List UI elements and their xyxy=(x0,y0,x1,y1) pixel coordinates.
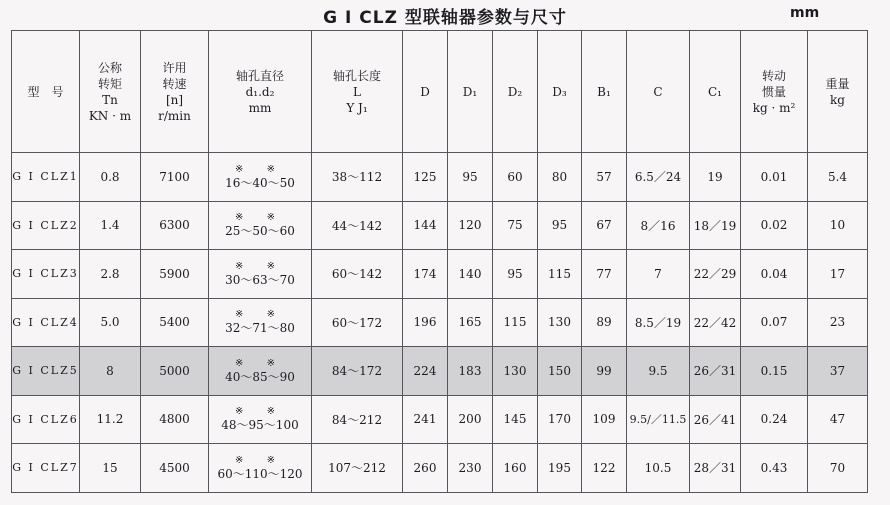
model-cell: G I CLZ5 xyxy=(12,347,80,396)
bore-range: 48～95～100 xyxy=(221,418,299,433)
D3-cell: 150 xyxy=(538,347,582,396)
D-cell: 125 xyxy=(403,153,448,202)
D1-cell: 95 xyxy=(448,153,493,202)
D3-cell: 95 xyxy=(538,201,582,250)
header-torque-line2: 转矩 xyxy=(97,76,122,91)
D3-cell: 80 xyxy=(538,153,582,202)
B1-cell: 77 xyxy=(582,250,627,299)
bore-diameter-cell xyxy=(209,201,312,250)
C1-cell: 19 xyxy=(690,153,741,202)
header-inertia-unit: kg · m² xyxy=(752,100,796,115)
bore-length-cell: 107～212 xyxy=(312,444,403,493)
header-torque-line1: 公称 xyxy=(97,60,122,75)
header-inertia-line1: 转动 xyxy=(761,68,786,83)
D3-cell: 115 xyxy=(538,250,582,299)
table-row xyxy=(12,250,868,299)
header-bore-length-symbol: L xyxy=(353,84,361,99)
header-inertia-line2: 惯量 xyxy=(761,84,786,99)
B1-cell: 109 xyxy=(582,395,627,444)
table-row xyxy=(12,395,868,444)
D1-cell: 230 xyxy=(448,444,493,493)
speed-cell: 4800 xyxy=(141,395,209,444)
torque-cell: 5.0 xyxy=(80,298,141,347)
weight-cell: 37 xyxy=(808,347,868,396)
bore-mark: ※ ※ xyxy=(235,212,285,224)
bore-range: 32～71～80 xyxy=(225,321,295,336)
C-cell: 7 xyxy=(627,250,690,299)
header-D1: D₁ xyxy=(448,31,493,153)
D1-cell: 165 xyxy=(448,298,493,347)
D3-cell: 195 xyxy=(538,444,582,493)
bore-length-cell: 38～112 xyxy=(312,153,403,202)
header-bore-length xyxy=(312,31,403,153)
header-bore-length-types: Y J₁ xyxy=(346,100,368,115)
header-B1: B₁ xyxy=(582,31,627,153)
torque-cell: 1.4 xyxy=(80,201,141,250)
speed-cell: 6300 xyxy=(141,201,209,250)
bore-mark: ※ ※ xyxy=(235,406,285,418)
header-torque-unit: KN · m xyxy=(88,108,132,123)
weight-cell: 70 xyxy=(808,444,868,493)
bore-length-cell: 60～172 xyxy=(312,298,403,347)
D3-cell: 170 xyxy=(538,395,582,444)
header-speed xyxy=(141,31,209,153)
speed-cell: 7100 xyxy=(141,153,209,202)
D3-cell: 130 xyxy=(538,298,582,347)
D-cell: 260 xyxy=(403,444,448,493)
header-speed-line1: 许用 xyxy=(162,60,187,75)
header-weight-label: 重量 xyxy=(825,76,850,91)
inertia-cell: 0.04 xyxy=(741,250,808,299)
header-weight xyxy=(808,31,868,153)
inertia-cell: 0.15 xyxy=(741,347,808,396)
header-model-label: 型 号 xyxy=(27,84,64,99)
inertia-cell: 0.07 xyxy=(741,298,808,347)
table-row xyxy=(12,444,868,493)
B1-cell: 89 xyxy=(582,298,627,347)
B1-cell: 122 xyxy=(582,444,627,493)
bore-range: 40～85～90 xyxy=(225,369,295,384)
header-bore-diameter-symbol: d₁.d₂ xyxy=(245,84,275,99)
D-cell: 224 xyxy=(403,347,448,396)
B1-cell: 57 xyxy=(582,153,627,202)
bore-mark: ※ ※ xyxy=(235,260,285,272)
C1-cell: 26／31 xyxy=(690,347,741,396)
unit-label: mm xyxy=(790,5,820,21)
inertia-cell: 0.01 xyxy=(741,153,808,202)
speed-cell: 5900 xyxy=(141,250,209,299)
header-torque xyxy=(80,31,141,153)
header-D2: D₂ xyxy=(493,31,538,153)
bore-mark: ※ ※ xyxy=(235,357,285,369)
header-bore-length-label: 轴孔长度 xyxy=(332,68,381,83)
weight-cell: 5.4 xyxy=(808,153,868,202)
bore-length-cell: 84～172 xyxy=(312,347,403,396)
C-cell: 6.5／24 xyxy=(627,153,690,202)
D2-cell: 95 xyxy=(493,250,538,299)
inertia-cell: 0.24 xyxy=(741,395,808,444)
table-row xyxy=(12,298,868,347)
D-cell: 241 xyxy=(403,395,448,444)
bore-diameter-cell xyxy=(209,298,312,347)
model-cell: G I CLZ1 xyxy=(12,153,80,202)
B1-cell: 99 xyxy=(582,347,627,396)
D2-cell: 145 xyxy=(493,395,538,444)
page-title: G I CLZ 型联轴器参数与尺寸 xyxy=(323,8,567,28)
header-C1: C₁ xyxy=(690,31,741,153)
header-D: D xyxy=(403,31,448,153)
D1-cell: 200 xyxy=(448,395,493,444)
header-C: C xyxy=(627,31,690,153)
B1-cell: 67 xyxy=(582,201,627,250)
D1-cell: 140 xyxy=(448,250,493,299)
table-row xyxy=(12,153,868,202)
header-model xyxy=(12,31,80,153)
model-cell: G I CLZ7 xyxy=(12,444,80,493)
header-bore-diameter-unit: mm xyxy=(248,100,272,115)
bore-range: 25～50～60 xyxy=(225,224,295,239)
speed-cell: 4500 xyxy=(141,444,209,493)
D2-cell: 130 xyxy=(493,347,538,396)
D1-cell: 183 xyxy=(448,347,493,396)
weight-cell: 17 xyxy=(808,250,868,299)
speed-cell: 5400 xyxy=(141,298,209,347)
model-cell: G I CLZ6 xyxy=(12,395,80,444)
C1-cell: 22／29 xyxy=(690,250,741,299)
bore-mark: ※ ※ xyxy=(235,309,285,321)
torque-cell: 8 xyxy=(80,347,141,396)
C-cell: 10.5 xyxy=(627,444,690,493)
C1-cell: 18／19 xyxy=(690,201,741,250)
D-cell: 196 xyxy=(403,298,448,347)
header-bore-diameter-label: 轴孔直径 xyxy=(235,68,284,83)
torque-cell: 2.8 xyxy=(80,250,141,299)
inertia-cell: 0.02 xyxy=(741,201,808,250)
D-cell: 174 xyxy=(403,250,448,299)
C1-cell: 22／42 xyxy=(690,298,741,347)
bore-length-cell: 60～142 xyxy=(312,250,403,299)
bore-length-cell: 44～142 xyxy=(312,201,403,250)
table-row xyxy=(12,201,868,250)
D2-cell: 75 xyxy=(493,201,538,250)
bore-diameter-cell xyxy=(209,395,312,444)
C-cell: 8.5／19 xyxy=(627,298,690,347)
weight-cell: 47 xyxy=(808,395,868,444)
C-cell: 8／16 xyxy=(627,201,690,250)
header-bore-diameter xyxy=(209,31,312,153)
torque-cell: 11.2 xyxy=(80,395,141,444)
header-D3: D₃ xyxy=(538,31,582,153)
header-inertia xyxy=(741,31,808,153)
D2-cell: 115 xyxy=(493,298,538,347)
header-speed-unit: r/min xyxy=(158,108,191,123)
bore-range: 30～63～70 xyxy=(225,272,295,287)
torque-cell: 0.8 xyxy=(80,153,141,202)
bore-mark: ※ ※ xyxy=(235,163,285,175)
bore-diameter-cell xyxy=(209,153,312,202)
speed-cell: 5000 xyxy=(141,347,209,396)
model-cell: G I CLZ2 xyxy=(12,201,80,250)
D-cell: 144 xyxy=(403,201,448,250)
bore-diameter-cell xyxy=(209,444,312,493)
C-cell: 9.5/／11.5 xyxy=(627,395,690,444)
torque-cell: 15 xyxy=(80,444,141,493)
bore-length-cell: 84～212 xyxy=(312,395,403,444)
C1-cell: 28／31 xyxy=(690,444,741,493)
inertia-cell: 0.43 xyxy=(741,444,808,493)
C1-cell: 26／41 xyxy=(690,395,741,444)
header-row xyxy=(12,31,868,153)
D2-cell: 60 xyxy=(493,153,538,202)
header-torque-symbol: Tn xyxy=(102,92,118,107)
model-cell: G I CLZ4 xyxy=(12,298,80,347)
weight-cell: 23 xyxy=(808,298,868,347)
bore-diameter-cell xyxy=(209,347,312,396)
header-speed-symbol: [n] xyxy=(165,92,184,107)
bore-range: 60～110～120 xyxy=(217,466,303,481)
D1-cell: 120 xyxy=(448,201,493,250)
header-speed-line2: 转速 xyxy=(162,76,187,91)
bore-diameter-cell xyxy=(209,250,312,299)
D2-cell: 160 xyxy=(493,444,538,493)
table-row-highlighted xyxy=(12,347,868,396)
coupling-spec-table xyxy=(11,30,868,493)
bore-mark: ※ ※ xyxy=(235,454,285,466)
model-cell: G I CLZ3 xyxy=(12,250,80,299)
header-weight-unit: kg xyxy=(830,92,845,107)
C-cell: 9.5 xyxy=(627,347,690,396)
weight-cell: 10 xyxy=(808,201,868,250)
bore-range: 16～40～50 xyxy=(225,175,295,190)
